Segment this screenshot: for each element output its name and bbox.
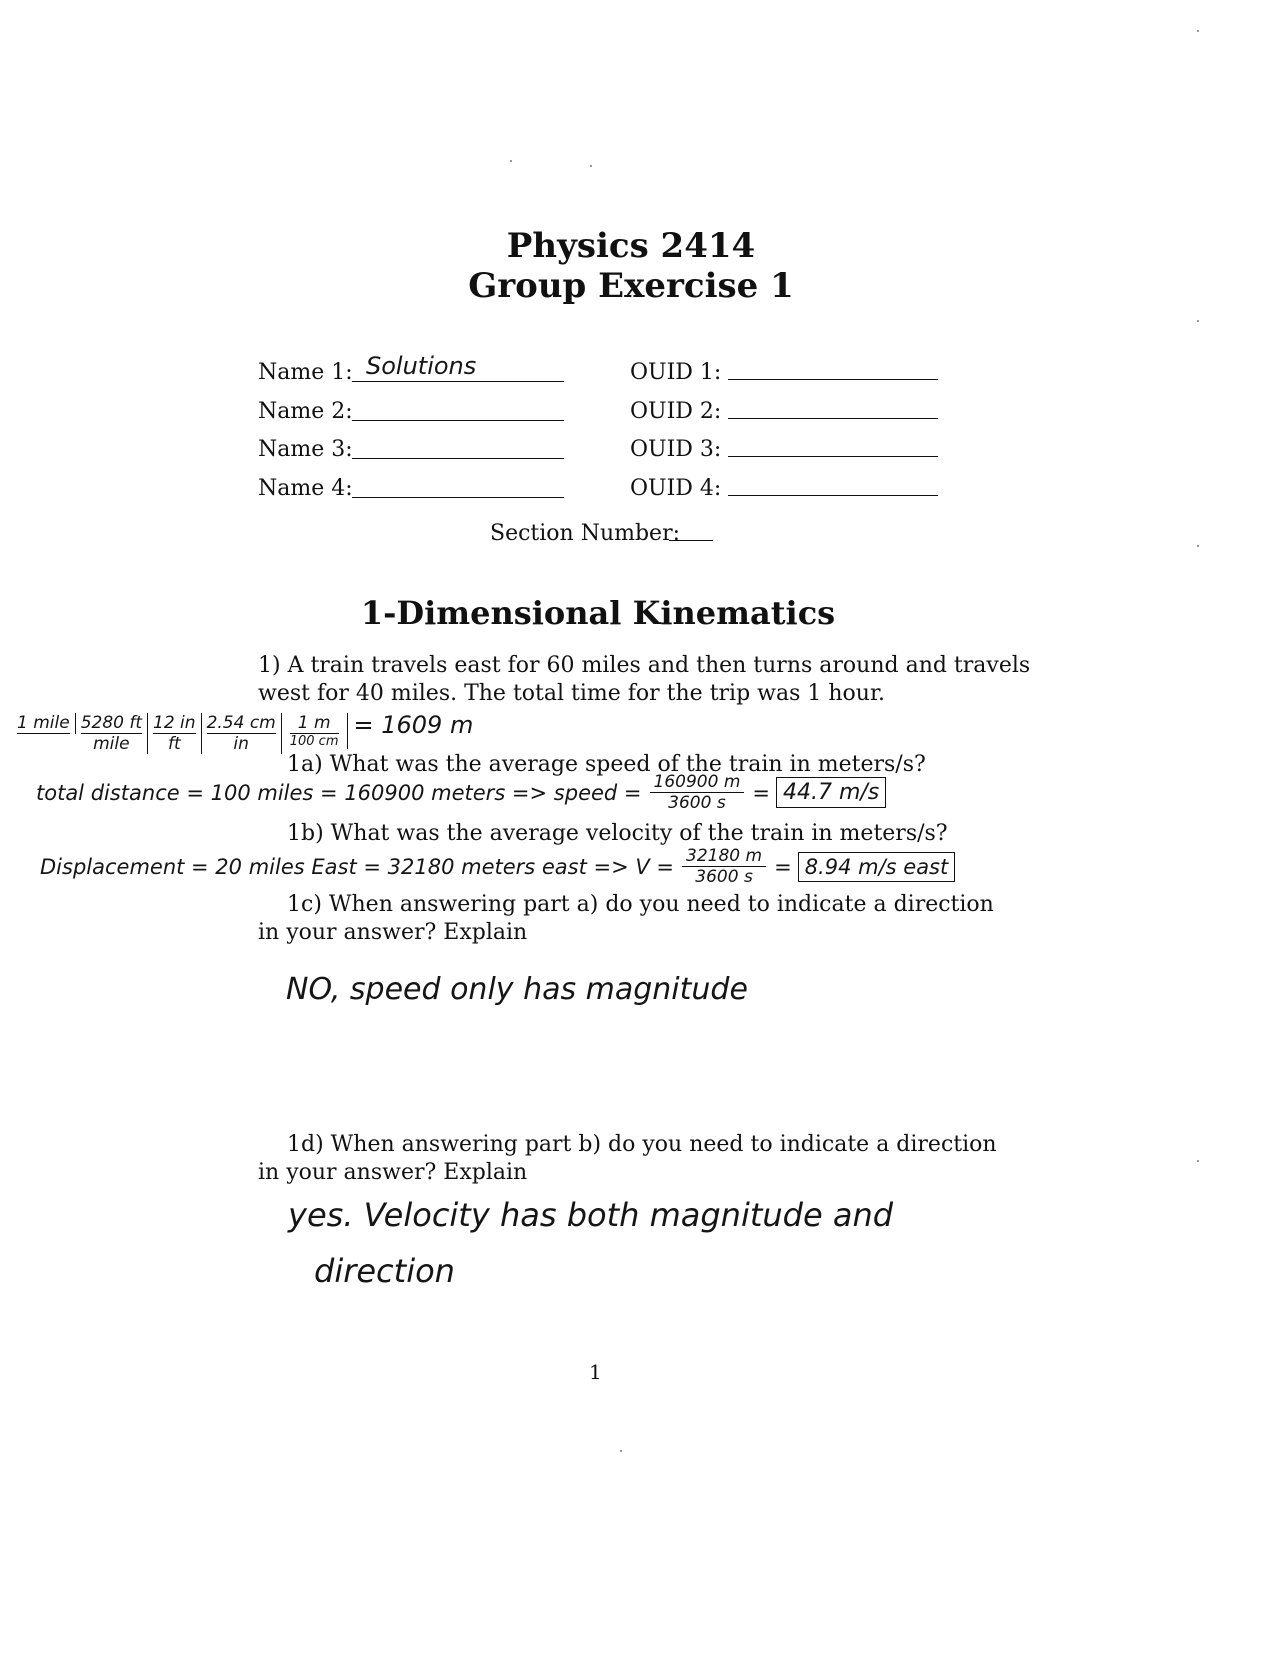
question-1a: 1a) What was the average speed of the train in meters/s? (287, 752, 926, 777)
conversion-factor-3: 12 in ft (148, 713, 202, 754)
section-number-field[interactable] (669, 540, 713, 541)
scan-speck (1197, 1160, 1199, 1162)
ouid-3-label: OUID 3: (630, 437, 722, 462)
name-3-label: Name 3: (258, 437, 353, 462)
answer-1d-line-1: yes. Velocity has both magnitude and (288, 1196, 894, 1234)
ouid-4-label: OUID 4: (630, 476, 722, 501)
answer-1a: total distance = 100 miles = 160900 meters => speed = $\frac{160900 m}{3600 s}$ = 44.7 m/s (36, 772, 886, 813)
scan-speck (590, 165, 592, 167)
name-3-field[interactable] (352, 458, 564, 459)
question-1b: 1b) What was the average velocity of the train in meters/s? (287, 821, 948, 846)
unit-conversion (12, 713, 473, 754)
scan-speck (1197, 30, 1199, 32)
conversion-factor-1: 1 mile (12, 713, 76, 734)
answer-1b: Displacement = 20 miles East = 32180 meters east => V = $\frac{32180 m}{3600 s}$ = 8.94 m/s east (40, 846, 955, 887)
ouid-2-field[interactable] (728, 418, 938, 419)
problem-1-line-1: 1) A train travels east for 60 miles and then turns around and travels (258, 653, 1031, 678)
answer-1a-work: total distance = 100 miles = 160900 meters => speed = (36, 780, 642, 805)
question-1c-line-1: 1c) When answering part a) do you need to indicate a direction (287, 892, 994, 917)
question-1d-line-1: 1d) When answering part b) do you need to indicate a direction (287, 1132, 997, 1157)
ouid-2-label: OUID 2: (630, 399, 722, 424)
name-4-label: Name 4: (258, 476, 353, 501)
answer-1b-result: 8.94 m/s east (798, 852, 956, 882)
answer-1b-work: Displacement = 20 miles East = 32180 meters east => V = (40, 854, 675, 879)
answer-1b-fraction: $\frac{32180 m}{3600 s}$ (682, 846, 766, 887)
scan-speck (620, 1450, 622, 1452)
answer-1c: NO, speed only has magnitude (286, 972, 748, 1007)
scan-speck (1197, 320, 1199, 322)
name-2-field[interactable] (352, 420, 564, 421)
answer-1a-fraction: $\frac{160900 m}{3600 s}$ (650, 772, 745, 813)
conversion-factor-4: 2.54 cm in (202, 713, 282, 754)
name-1-label: Name 1: (258, 360, 353, 385)
scan-speck (510, 160, 512, 162)
conversion-factor-2: 5280 ft mile (76, 713, 148, 754)
problem-1-line-2: west for 40 miles. The total time for the trip was 1 hour. (258, 681, 886, 706)
ouid-1-label: OUID 1: (630, 360, 722, 385)
page-number: 1 (589, 1360, 602, 1384)
scan-speck (1197, 545, 1199, 547)
ouid-3-field[interactable] (728, 456, 938, 457)
ouid-4-field[interactable] (728, 495, 938, 496)
page-title: Physics 2414 (506, 226, 756, 266)
section-number-label: Section Number: (490, 521, 681, 546)
conversion-result: = 1609 m (353, 711, 474, 739)
name-1-field[interactable] (352, 381, 564, 382)
section-heading: 1-Dimensional Kinematics (360, 594, 836, 632)
question-1d-line-2: in your answer? Explain (258, 1160, 528, 1185)
page-subtitle: Group Exercise 1 (468, 266, 794, 306)
name-2-label: Name 2: (258, 399, 353, 424)
ouid-1-field[interactable] (728, 379, 938, 380)
conversion-factor-5: 1 m 100 cm (282, 713, 348, 749)
answer-1d-line-2: direction (314, 1252, 455, 1290)
answer-1a-result: 44.7 m/s (776, 777, 886, 808)
question-1c-line-2: in your answer? Explain (258, 920, 528, 945)
name-1-value: Solutions (366, 352, 477, 380)
name-4-field[interactable] (352, 497, 564, 498)
